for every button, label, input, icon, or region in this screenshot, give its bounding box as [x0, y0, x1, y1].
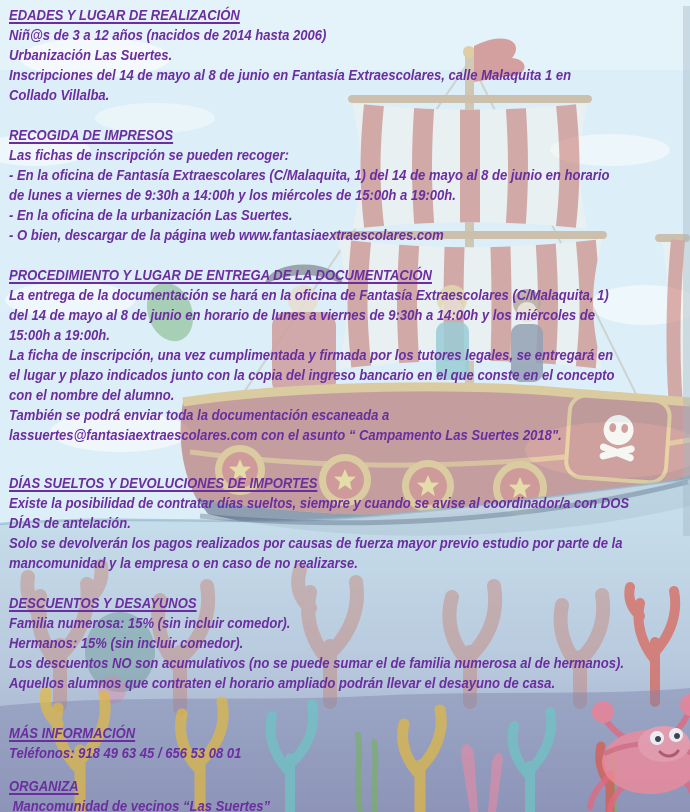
body-line: Aquellos alumnos que contraten el horario ampliado podrán llevar el desayuno de casa.	[9, 675, 556, 692]
body-line: Las fichas de inscripción se pueden recoger:	[9, 147, 289, 164]
body-line: - En la oficina de la urbanización Las Suertes.	[9, 207, 293, 224]
body-line: También se podrá enviar toda la documentación escaneada a	[9, 407, 390, 424]
body-line: Urbanización Las Suertes.	[9, 47, 173, 64]
section-descuentos	[9, 594, 690, 694]
body-line email-address: lassuertes@fantasiaextraescolares.com con el asunto “ Campamento Las Suertes 2018".	[9, 427, 562, 444]
body-line: Familia numerosa: 15% (sin incluir comedor).	[9, 615, 291, 632]
body-line: Collado Villalba.	[9, 87, 110, 104]
section-recogida	[9, 126, 690, 246]
body-line: mancomunidad y la empresa o en caso de no realizarse.	[9, 555, 358, 572]
section-edades	[9, 6, 690, 106]
body-line: Existe la posibilidad de contratar días sueltos, siempre y cuando se avise al coordinador/a con DOS	[9, 495, 630, 512]
section-heading: DESCUENTOS Y DESAYUNOS	[9, 595, 197, 612]
body-line: Hermanos: 15% (sin incluir comedor).	[9, 635, 244, 652]
body-line: - En la oficina de Fantasía Extraescolares (C/Malaquita, 1) del 14 de mayo al 8 de junio en horario	[9, 167, 610, 184]
body-line: Niñ@s de 3 a 12 años (nacidos de 2014 hasta 2006)	[9, 27, 327, 44]
body-line: DÍAS de antelación.	[9, 515, 131, 532]
section-procedimiento	[9, 266, 690, 446]
body-line: de lunes a viernes de 9:30h a 14:00h y los miércoles de 15:00h a 19:00h.	[9, 187, 456, 204]
body-line website-url: - O bien, descargar de la página web www.fantasiaextraescolares.com	[9, 227, 444, 244]
section-heading: RECOGIDA DE IMPRESOS	[9, 127, 174, 144]
body-line: con el nombre del alumno.	[9, 387, 175, 404]
section-heading: MÁS INFORMACIÓN	[9, 725, 136, 742]
body-line: el lugar y plazo indicados junto con la copia del ingreso bancario en el que conste en el concepto	[9, 367, 615, 384]
section-dias-sueltos	[9, 474, 690, 574]
section-heading: EDADES Y LUGAR DE REALIZACIÓN	[9, 7, 240, 24]
body-line: Inscripciones del 14 de mayo al 8 de junio en Fantasía Extraescolares, calle Malaquita 1 en	[9, 67, 572, 84]
body-line phone-numbers: Teléfonos: 918 49 63 45 / 656 53 08 01	[9, 745, 242, 762]
section-mas-informacion	[9, 724, 690, 764]
section-organiza	[9, 777, 690, 812]
section-heading: PROCEDIMIENTO Y LUGAR DE ENTREGA DE LA DOCUMENTACIÓN	[9, 267, 432, 284]
body-line: Solo se devolverán los pagos realizados por causas de fuerza mayor previo estudio por parte de la	[9, 535, 623, 552]
section-heading: ORGANIZA	[9, 778, 79, 795]
body-line: del 14 de mayo al 8 de junio en horario de lunes a viernes de 9:30h a 14:00h y los miércoles de	[9, 307, 596, 324]
body-line: Los descuentos NO son acumulativos (no se puede sumar el de familia numerosa al de hermanos).	[9, 655, 624, 672]
section-heading: DÍAS SUELTOS Y DEVOLUCIONES DE IMPORTES	[9, 475, 318, 492]
body-line organizer-name: Mancomunidad de vecinos “Las Suertes”	[9, 798, 271, 812]
body-line: La ficha de inscripción, una vez cumplimentada y firmada por los tutores legales, se entregará en	[9, 347, 614, 364]
flyer-text	[9, 6, 690, 812]
body-line: La entrega de la documentación se hará en la oficina de Fantasía Extraescolares (C/Malaquita, 1)	[9, 287, 609, 304]
body-line: 15:00h a 19:00h.	[9, 327, 110, 344]
